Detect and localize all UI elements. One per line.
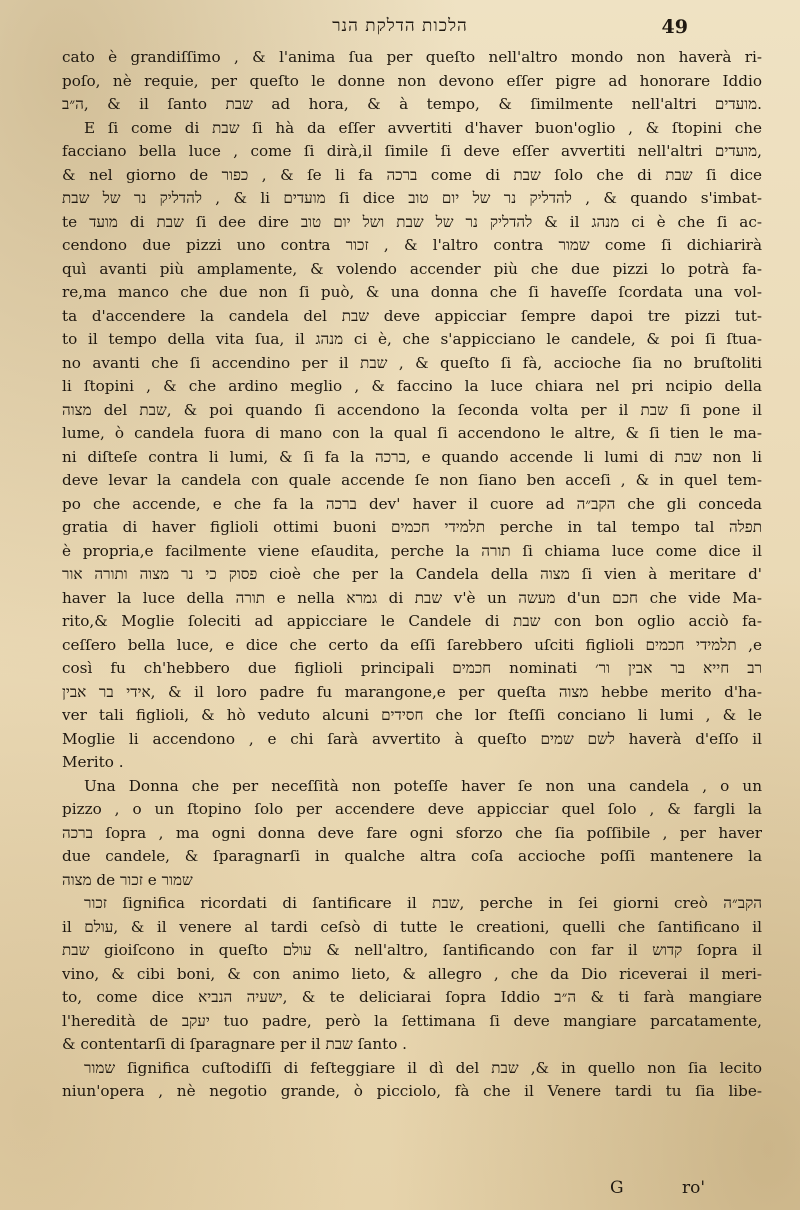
text-line: to, come dice ישעיה הנביא, & te deliciarai ſopra Iddio ה״ב & ti farà mangiare [62,988,762,1006]
text-line: poſo, nè requie, per queſto le donne non devono eſſer pigre ad honorare Iddio [62,71,762,90]
text-line: מצוה de זכור e שמור [62,870,193,889]
text-line: ni diſteſe contra li lumi, & ſi fa la ברכה, e quando accende li lumi di שבת non li [62,447,762,466]
text-line: li ſtopini , & che ardino meglio , & faccino la luce chiara nel pri ncipio della [62,377,762,395]
text-line: pizzo , o un ſtopino ſolo per accendere deve appicciar quel ſolo , & fargli la [62,800,762,818]
text-line: cato è grandiſſimo , & l'anima ſua per queſto nell'altro mondo non haverà ri- [62,48,762,66]
text-line: ה״ב, & il ſanto שבת ad hora, & à tempo, & ſimilmente nell'altri מועדים. [62,95,762,113]
text-line: haver la luce della תורה e nella גמרא di שבת v'è un מעשה d'un חכם che vide Ma- [62,588,762,607]
body-text [62,46,762,1104]
page-footer [0,1178,800,1206]
text-line: & contentarſi di ſparagnare per il שבת ſanto . [62,1035,407,1053]
text-line: rito,& Moglie ſoleciti ad appicciare le Candele di שבת con bon oglio acciò fa- [62,612,762,630]
running-title: הלכות הדלקת הנר [332,16,468,36]
text-line: così fu ch'hebbero due figlioli principali חכמים nominati רב חייא בר אבין ור׳ [62,659,762,677]
text-line: cendono due pizzi uno contra זכור , & l'altro contra שמור come ſi dichiarirà [62,236,762,254]
text-line: Una Donna che per neceſſità non poteſſe haver ſe non una candela , o un [84,776,762,795]
page-header [0,12,800,42]
text-line: ceſſero bella luce, e dice che certo da eſſi ſarebbero uſciti figlioli תלמידי חכמים ,e [62,635,762,654]
text-line: facciano bella luce , come ſi dirà,il ſimile ſi deve eſſer avvertiti nell'altri מועדים, [62,142,762,160]
text-line: שמור ſignifica cuſtodiſſi di feſteggiare il dì del שבת ,& in quello non ſia lecito [84,1058,762,1077]
text-line: to il tempo della vita ſua, il מנהג ci è, che s'appicciano le candele, & poi ſi ſtua- [62,330,762,348]
text-line: להדליק נר של שבת , & li מועדים ſi dice להדליק נר של יום טוב , & quando s'imbat- [62,189,762,207]
text-line: l'heredità de יעקב tuo padre, però la ſettimana ſi deve mangiare parcatamente, [62,1011,762,1030]
text-line: ver tali figlioli, & hò veduto alcuni חסידים che lor ſteſſi conciano li lumi , & le [62,706,762,724]
text-line: è propria,e facilmente viene eſaudita, perche la תורה ſi chiama luce come dice il [62,541,762,560]
text-line: Moglie li accendono , e chi ſarà avvertito à queſto לשם שמים haverà d'eſſo il [62,729,762,748]
signature-mark: G [610,1178,624,1198]
text-line: re,ma manco che due non ſi può, & una donna che ſi haveſſe ſcordata una vol- [62,283,762,301]
text-line: due candele, & ſparagnarſi in qualche altra coſa accioche poſſi mantenere la [62,847,762,865]
text-line: פסוק כי נר מצוה ותורה אור cioè che per la Candela della מצוה ſi vien à meritare d' [62,565,762,583]
text-line: po che accende, e che fa la ברכה dev' haver il cuore ad הקב״ה che gli conceda [62,494,762,513]
text-line: gratia di haver figlioli ottimi buoni תלמידי חכמים perche in tal tempo tal תפלה [62,518,762,536]
text-line: & nel giorno de כפור , & ſe li fa ברכה come di שבת ſolo che di שבת ſi dice [62,165,762,184]
text-line: ברכה ſopra , ma ogni donna deve fare ogni sforzo che ſia poſſibile , per haver [62,823,762,842]
text-line: שבת gioiſcono in queſto עולם & nell'altro, ſantificando con far il קדוש ſopra il [62,941,762,959]
page-number: 49 [661,16,688,38]
text-line: niun'opera , nè negotio grande, ò picciolo, fà che il Venere tardi tu ſia libe- [62,1082,762,1100]
text-line: ta d'accendere la candela del שבת deve appicciar ſempre dapoi tre pizzi tut- [62,306,762,325]
text-line: אידי בר אבין, & il loro padre fu marangone,e per queſta מצוה hebbe merito d'ha- [62,682,762,701]
text-line: E ſi come di שבת ſi hà da eſſer avvertiti d'haver buon'oglio , & ſtopini che [84,118,762,137]
text-line: il עולם, & il venere al tardi ceſsò di tutte le creationi, quelli che ſantificano il [62,917,762,936]
text-line: no avanti che ſi accendino per il שבת , & queſto ſi fà, accioche ſia no bruſtoliti [62,353,762,372]
text-line: te מועד di שבת ſi dee dire להדליק נר של שבת ושל יום טוב & il מנהג ci è che ſi ac- [62,212,762,231]
text-line: Merito . [62,753,124,771]
catchword: ro' [682,1178,706,1198]
text-line: vino, & cibi boni, & con animo lieto, & allegro , che da Dio riceverai il meri- [62,964,762,983]
text-line: זכור ſignifica ricordati di ſantificare il שבת, perche in ſei giorni creò הקב״ה [84,894,762,912]
text-line: מצוה del שבת, & poi quando ſi accendono la ſeconda volta per il שבת ſi pone il [62,400,762,419]
text-line: deve levar la candela con quale accende ſe non ſiano ben acceſi , & in quel tem- [62,471,762,489]
text-line: lume, ò candela fuora di mano con la qual ſi accendono le altre, & ſi tien le ma- [62,424,762,442]
text-line: quì avanti più amplamente, & volendo accender più che due pizzi lo potrà fa- [62,259,762,278]
